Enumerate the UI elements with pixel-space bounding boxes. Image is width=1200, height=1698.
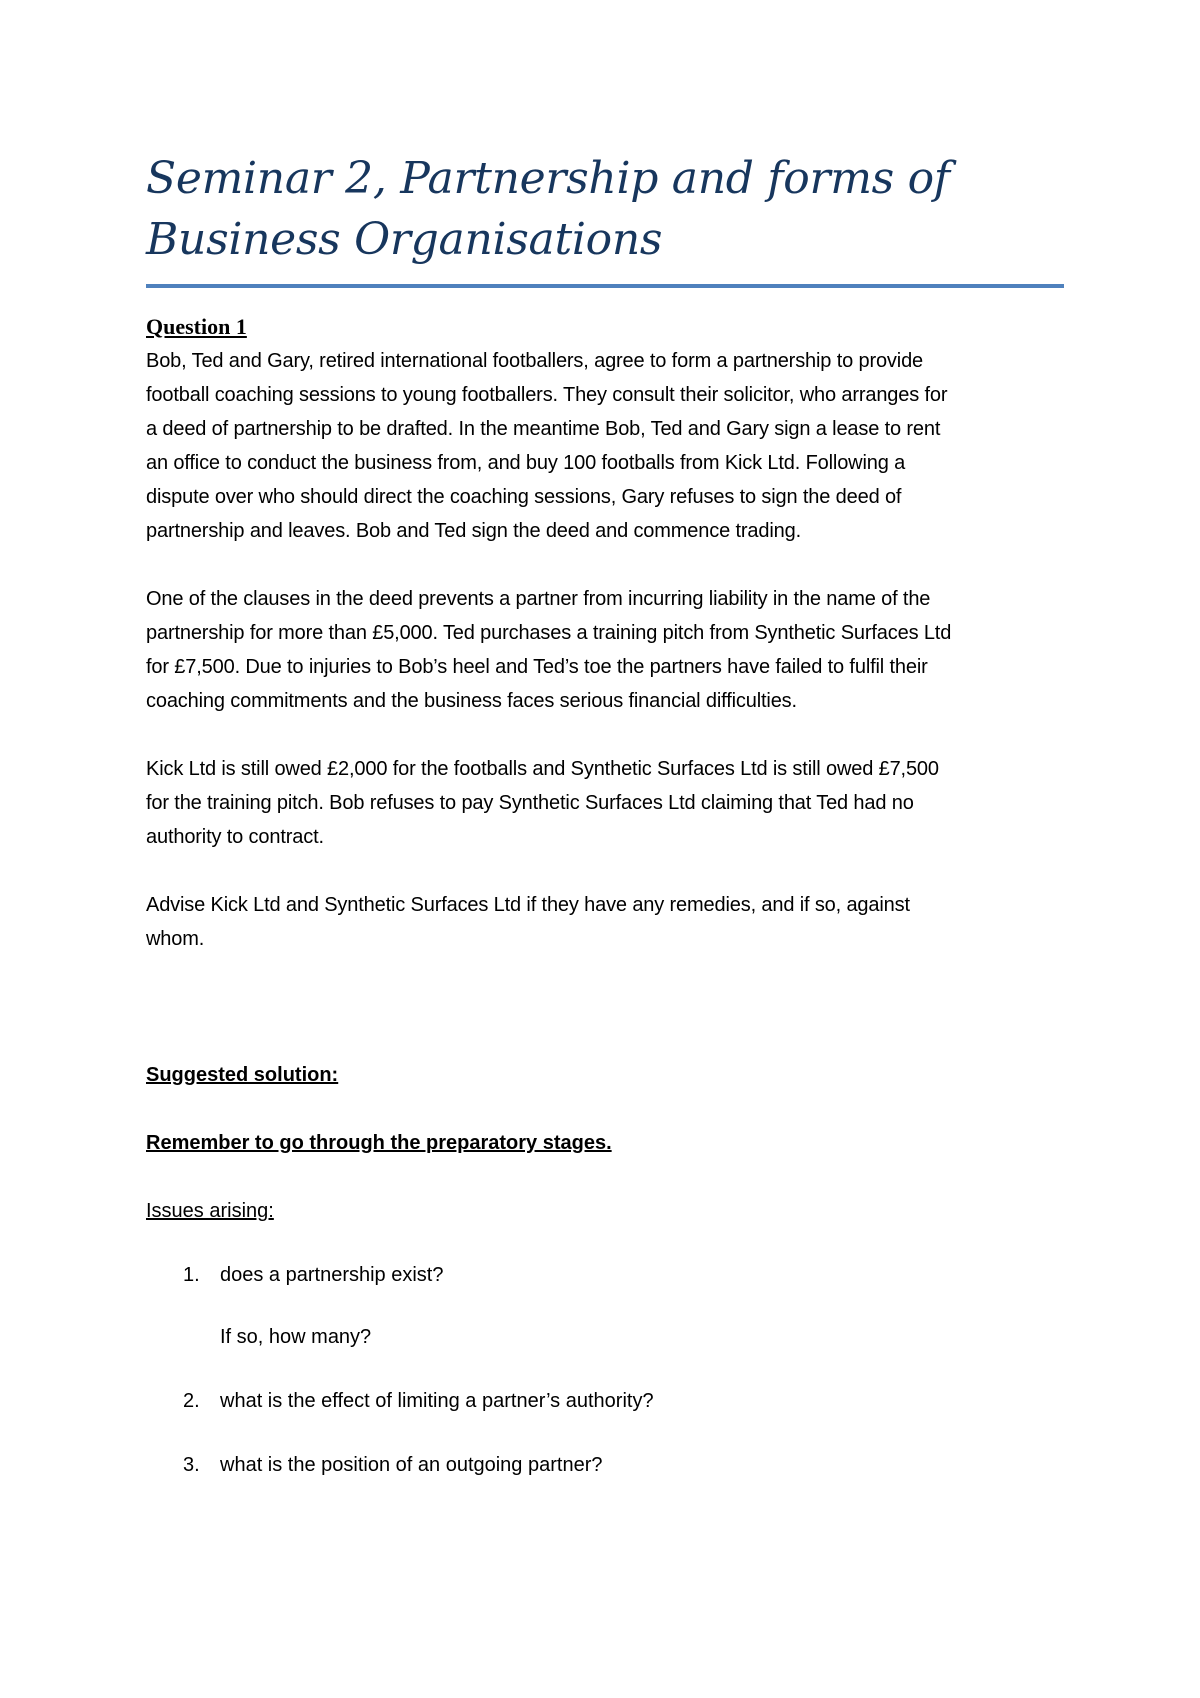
text-line: football coaching sessions to young footballers. They consult their solicitor, who arranges for (146, 384, 948, 406)
question-heading: Question 1 (146, 314, 247, 339)
text-line: dispute over who should direct the coaching sessions, Gary refuses to sign the deed of (146, 486, 902, 508)
text-line: partnership for more than £5,000. Ted purchases a training pitch from Synthetic Surfaces Ltd (146, 622, 952, 644)
text-line: for £7,500. Due to injuries to Bob’s heel and Ted’s toe the partners have failed to fulfil their (146, 656, 928, 678)
text-line: authority to contract. (146, 826, 324, 848)
title-underline-rule (146, 284, 1064, 288)
text-line: partnership and leaves. Bob and Ted sign the deed and commence trading. (146, 520, 801, 542)
title-line-2: Business Organisations (146, 214, 663, 265)
issue-number: 2. (183, 1390, 200, 1412)
text-line: Bob, Ted and Gary, retired international footballers, agree to form a partnership to provide (146, 350, 924, 372)
issue-item-1 (146, 1258, 1064, 1292)
page-title (146, 148, 1064, 270)
issues-list (146, 1258, 1064, 1482)
issue-item-2 (146, 1384, 1064, 1418)
question-paragraph-1 (146, 344, 1064, 548)
question-paragraph-4 (146, 888, 1064, 956)
text-line: for the training pitch. Bob refuses to pay Synthetic Surfaces Ltd claiming that Ted had no (146, 792, 914, 814)
question-paragraph-3 (146, 752, 1064, 854)
issue-number: 1. (183, 1264, 200, 1286)
text-line: coaching commitments and the business faces serious financial difficulties. (146, 690, 797, 712)
text-line: One of the clauses in the deed prevents a partner from incurring liability in the name of the (146, 588, 931, 610)
issue-text: does a partnership exist? (220, 1264, 444, 1286)
issues-arising-heading: Issues arising: (146, 1200, 274, 1222)
issue-text: what is the effect of limiting a partner’s authority? (220, 1390, 654, 1412)
preparatory-stages-note: Remember to go through the preparatory stages. (146, 1132, 612, 1154)
question-paragraph-2 (146, 582, 1064, 718)
title-line-1: Seminar 2, Partnership and forms of (146, 153, 950, 204)
text-line: Advise Kick Ltd and Synthetic Surfaces Ltd if they have any remedies, and if so, against (146, 894, 910, 916)
document-body (146, 148, 1064, 1482)
issue-1-subtext: If so, how many? (220, 1326, 372, 1348)
text-line: whom. (146, 928, 205, 950)
text-line: Kick Ltd is still owed £2,000 for the footballs and Synthetic Surfaces Ltd is still owed £7,500 (146, 758, 939, 780)
text-line: a deed of partnership to be drafted. In the meantime Bob, Ted and Gary sign a lease to rent (146, 418, 941, 440)
issue-item-3 (146, 1448, 1064, 1482)
issue-number: 3. (183, 1454, 200, 1476)
text-line: an office to conduct the business from, and buy 100 footballs from Kick Ltd. Following a (146, 452, 906, 474)
suggested-solution-heading: Suggested solution: (146, 1064, 339, 1086)
issue-text: what is the position of an outgoing partner? (220, 1454, 603, 1476)
